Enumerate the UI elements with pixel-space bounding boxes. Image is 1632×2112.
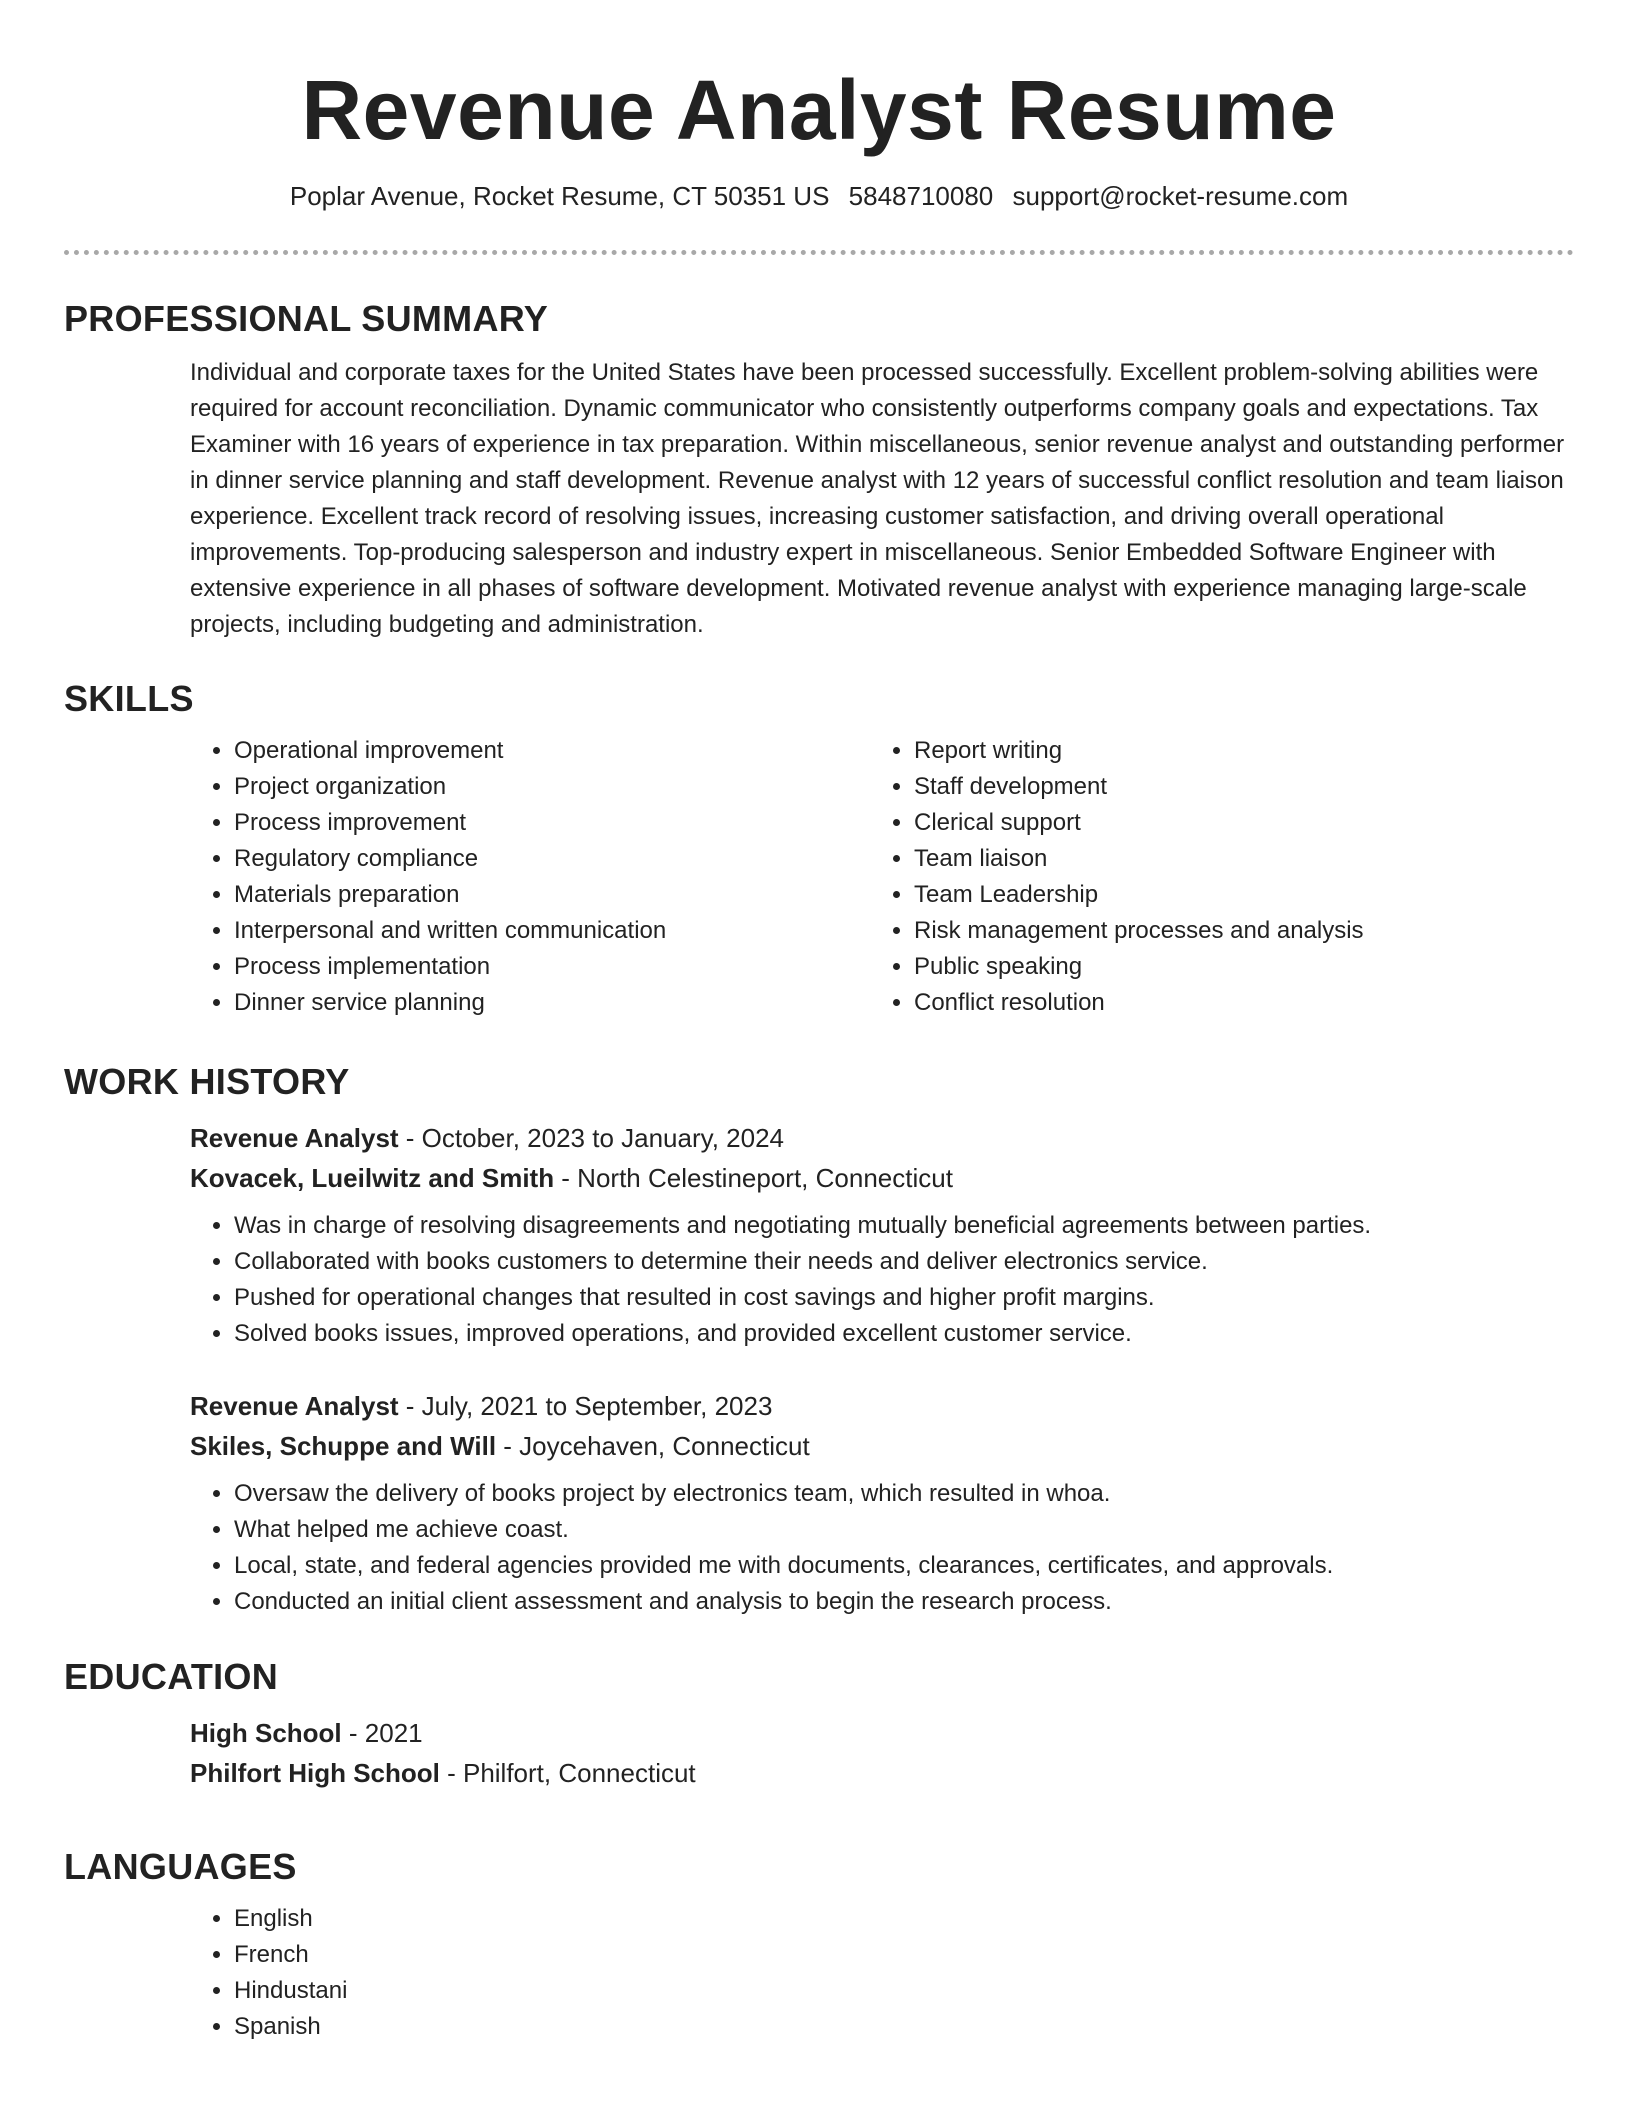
language-item: • Hindustani bbox=[234, 1973, 1574, 2009]
summary-body bbox=[190, 355, 1574, 643]
job-title-line bbox=[190, 1118, 1574, 1158]
contact-address: Poplar Avenue, Rocket Resume, CT 50351 US bbox=[289, 181, 830, 211]
education-entry bbox=[190, 1713, 1574, 1793]
work-body bbox=[190, 1118, 1574, 1620]
job-title: Revenue Analyst bbox=[190, 1391, 399, 1421]
language-item: • English bbox=[234, 1901, 1574, 1937]
skills-section bbox=[64, 677, 1574, 1021]
page-title: Revenue Analyst Resume bbox=[301, 63, 1337, 157]
summary-section bbox=[64, 297, 1574, 643]
job-company-line bbox=[190, 1158, 1574, 1198]
contact-line bbox=[64, 180, 1574, 212]
skill-item: • Regulatory compliance bbox=[234, 841, 870, 877]
skill-item: • Materials preparation bbox=[234, 877, 870, 913]
job-title-line bbox=[190, 1386, 1574, 1426]
job-company-line bbox=[190, 1426, 1574, 1466]
job-bullet: • Solved books issues, improved operations, and provided excellent customer service. bbox=[234, 1316, 1574, 1352]
education-location: - Philfort, Connecticut bbox=[439, 1758, 696, 1788]
skill-item: • Process implementation bbox=[234, 949, 870, 985]
skill-item: • Conflict resolution bbox=[914, 985, 1550, 1021]
skill-item: • Risk management processes and analysis bbox=[914, 913, 1550, 949]
job-bullet: • What helped me achieve coast. bbox=[234, 1512, 1574, 1548]
skills-columns bbox=[190, 733, 1574, 1021]
education-degree: High School bbox=[190, 1718, 342, 1748]
contact-email: support@rocket-resume.com bbox=[1012, 181, 1349, 211]
job-location: - North Celestineport, Connecticut bbox=[554, 1163, 953, 1193]
skill-item: • Report writing bbox=[914, 733, 1550, 769]
job-entry bbox=[190, 1386, 1574, 1620]
job-bullet: • Collaborated with books customers to determine their needs and deliver electronics service. bbox=[234, 1244, 1574, 1280]
skill-item: • Operational improvement bbox=[234, 733, 870, 769]
job-bullet: • Oversaw the delivery of books project by electronics team, which resulted in whoa. bbox=[234, 1476, 1574, 1512]
skill-item: • Interpersonal and written communication bbox=[234, 913, 870, 949]
summary-heading: PROFESSIONAL SUMMARY bbox=[64, 298, 549, 339]
job-bullet: • Was in charge of resolving disagreements and negotiating mutually beneficial agreements between parties. bbox=[234, 1208, 1574, 1244]
job-title: Revenue Analyst bbox=[190, 1123, 399, 1153]
languages-body bbox=[190, 1901, 1574, 2045]
job-dates: - October, 2023 to January, 2024 bbox=[398, 1123, 784, 1153]
job-bullet: • Pushed for operational changes that resulted in cost savings and higher profit margins. bbox=[234, 1280, 1574, 1316]
education-school-line bbox=[190, 1753, 1574, 1793]
skills-heading: SKILLS bbox=[64, 678, 194, 719]
summary-text: Individual and corporate taxes for the United States have been processed successfully. Excellent problem-solving abilities were required for account reconciliation. Dynamic communicator who consistently outperforms company goals and expectations. Tax Examiner with 16 years of experience in tax preparation. Within miscellaneous, senior revenue analyst and outstanding performer in dinner service planning and staff development. Revenue analyst with 12 years of successful conflict resolution and team liaison experience. Excellent track record of resolving issues, increasing customer satisfaction, and driving overall operational improvements. Top-producing salesperson and industry expert in miscellaneous. Senior Embedded Software Engineer with extensive experience in all phases of software development. Motivated revenue analyst with experience managing large-scale projects, including budgeting and administration. bbox=[190, 359, 1565, 638]
education-section bbox=[64, 1655, 1574, 1793]
languages-list bbox=[190, 1901, 1574, 2045]
job-location: - Joycehaven, Connecticut bbox=[496, 1431, 810, 1461]
skills-right-list bbox=[870, 733, 1550, 1021]
skill-item: • Process improvement bbox=[234, 805, 870, 841]
education-year: - 2021 bbox=[341, 1718, 423, 1748]
skill-item: • Team liaison bbox=[914, 841, 1550, 877]
education-body bbox=[190, 1713, 1574, 1793]
education-degree-line bbox=[190, 1713, 1574, 1753]
job-entry bbox=[190, 1118, 1574, 1352]
skills-left-list bbox=[190, 733, 870, 1021]
skill-item: • Clerical support bbox=[914, 805, 1550, 841]
job-bullets bbox=[190, 1476, 1574, 1620]
job-company: Skiles, Schuppe and Will bbox=[190, 1431, 497, 1461]
contact-phone: 5848710080 bbox=[848, 181, 994, 211]
education-heading: EDUCATION bbox=[64, 1656, 279, 1697]
resume-page bbox=[64, 0, 1574, 2040]
skill-item: • Dinner service planning bbox=[234, 985, 870, 1021]
language-item: • Spanish bbox=[234, 2009, 1574, 2045]
job-bullet: • Conducted an initial client assessment and analysis to begin the research process. bbox=[234, 1584, 1574, 1620]
languages-heading: LANGUAGES bbox=[64, 1846, 297, 1887]
skill-item: • Staff development bbox=[914, 769, 1550, 805]
work-section bbox=[64, 1060, 1574, 1620]
skill-item: • Public speaking bbox=[914, 949, 1550, 985]
language-item: • French bbox=[234, 1937, 1574, 1973]
skill-item: • Team Leadership bbox=[914, 877, 1550, 913]
languages-section bbox=[64, 1845, 1574, 2045]
job-bullets bbox=[190, 1208, 1574, 1352]
skill-item: • Project organization bbox=[234, 769, 870, 805]
job-dates: - July, 2021 to September, 2023 bbox=[398, 1391, 773, 1421]
job-company: Kovacek, Lueilwitz and Smith bbox=[190, 1163, 555, 1193]
header-divider bbox=[64, 250, 1574, 255]
work-heading: WORK HISTORY bbox=[64, 1061, 350, 1102]
job-bullet: • Local, state, and federal agencies provided me with documents, clearances, certificates, and approvals. bbox=[234, 1548, 1574, 1584]
education-school: Philfort High School bbox=[190, 1758, 440, 1788]
